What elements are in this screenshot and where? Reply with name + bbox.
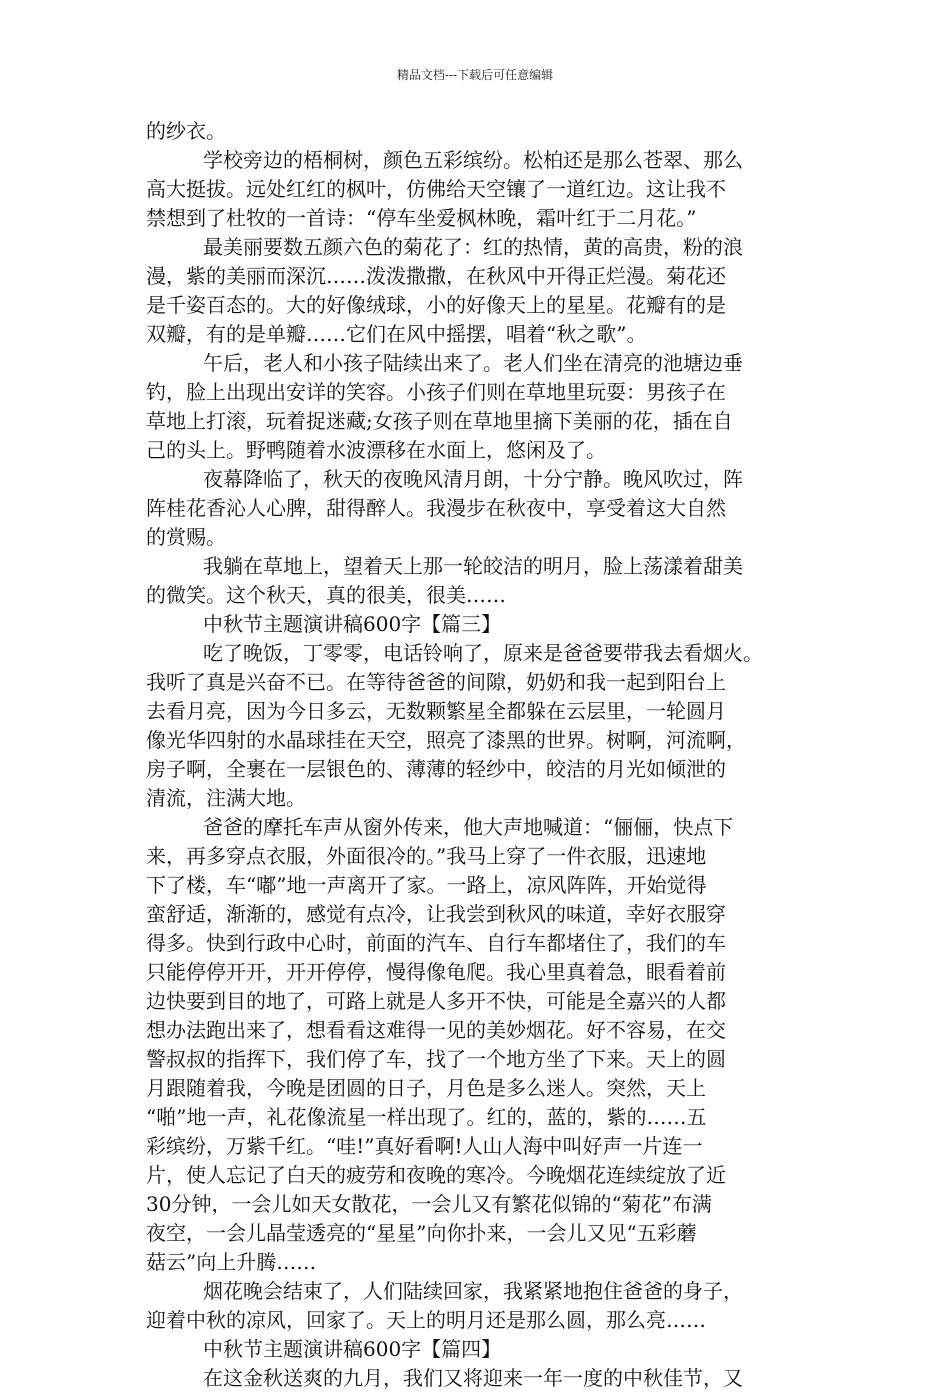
text-line: 片，使人忘记了白天的疲劳和夜晚的寒冷。今晚烟花连续绽放了近	[146, 1163, 726, 1187]
text-line: 清流，注满大地。	[146, 786, 306, 810]
text-line: 蛮舒适，渐渐的，感觉有点冷，让我尝到秋风的味道，幸好衣服穿	[146, 902, 726, 926]
text-line: 我听了真是兴奋不已。在等待爸爸的间隙，奶奶和我一起到阳台上	[146, 670, 726, 694]
text-line: 彩缤纷，万紫千红。“哇!”真好看啊!人山人海中叫好声一片连一	[146, 1134, 703, 1158]
document-body	[146, 117, 814, 1393]
text-line: 警叔叔的指挥下，我们停了车，找了一个地方坐了下来。天上的圆	[146, 1047, 726, 1071]
text-line: 只能停停开开，开开停停，慢得像龟爬。我心里真着急，眼看着前	[146, 960, 726, 984]
text-line: 禁想到了杜牧的一首诗：“停车坐爱枫林晚，霜叶红于二月花。”	[146, 206, 697, 230]
text-line: 的微笑。这个秋天，真的很美，很美……	[146, 583, 506, 607]
text-line: 迎着中秋的凉风，回家了。天上的明月还是那么圆，那么亮……	[146, 1308, 706, 1332]
text-line: 是千姿百态的。大的好像绒球，小的好像天上的星星。花瓣有的是	[146, 293, 726, 317]
text-line: 去看月亮，因为今日多云，无数颗繁星全都躲在云层里，一轮圆月	[146, 699, 726, 723]
text-line: 漫，紫的美丽而深沉……泼泼撒撒，在秋风中开得正烂漫。菊花还	[146, 264, 726, 288]
text-line: 最美丽要数五颜六色的菊花了：红的热情，黄的高贵，粉的浪	[203, 235, 743, 259]
text-line: 双瓣，有的是单瓣……它们在风中摇摆，唱着“秋之歌”。	[146, 322, 647, 346]
section-heading: 中秋节主题演讲稿600字【篇三】	[203, 612, 502, 636]
text-line: 像光华四射的水晶球挂在天空，照亮了漆黑的世界。树啊，河流啊，	[146, 728, 746, 752]
text-line: 在这金秋送爽的九月，我们又将迎来一年一度的中秋佳节，又	[203, 1366, 743, 1390]
text-line: 午后，老人和小孩子陆续出来了。老人们坐在清亮的池塘边垂	[203, 351, 743, 375]
text-line: 烟花晚会结束了，人们陆续回家，我紧紧地抱住爸爸的身子，	[203, 1279, 743, 1303]
text-line: 吃了晚饭，丁零零，电话铃响了，原来是爸爸要带我去看烟火。	[203, 641, 763, 665]
text-line: 阵桂花香沁人心脾，甜得醉人。我漫步在秋夜中，享受着这大自然	[146, 496, 726, 520]
text-line: 想办法跑出来了，想看看这难得一见的美妙烟花。好不容易，在交	[146, 1018, 726, 1042]
text-line: 来，再多穿点衣服，外面很冷的。”我马上穿了一件衣服，迅速地	[146, 844, 707, 868]
text-line: 的赏赐。	[146, 525, 226, 549]
text-line: 学校旁边的梧桐树，颜色五彩缤纷。松柏还是那么苍翠、那么	[203, 148, 743, 172]
text-line: 房子啊，全裹在一层银色的、薄薄的轻纱中，皎洁的月光如倾泄的	[146, 757, 726, 781]
text-line: 菇云”向上升腾……	[146, 1250, 317, 1274]
text-line: 边快要到目的地了，可路上就是人多开不快，可能是全嘉兴的人都	[146, 989, 726, 1013]
text-line: “啪”地一声，礼花像流星一样出现了。红的，蓝的，紫的……五	[146, 1105, 707, 1129]
text-line: 高大挺拔。远处红红的枫叶，仿佛给天空镶了一道红边。这让我不	[146, 177, 726, 201]
text-line: 夜空，一会儿晶莹透亮的“星星”向你扑来，一会儿又见“五彩蘑	[146, 1221, 697, 1245]
text-line: 30分钟，一会儿如天女散花，一会儿又有繁花似锦的“菊花”布满	[146, 1192, 712, 1216]
text-line: 己的头上。野鸭随着水波漂移在水面上，悠闲及了。	[146, 438, 606, 462]
text-line: 夜幕降临了，秋天的夜晚风清月朗，十分宁静。晚风吹过，阵	[203, 467, 743, 491]
text-line: 得多。快到行政中心时，前面的汽车、自行车都堵住了，我们的车	[146, 931, 726, 955]
text-line: 我躺在草地上，望着天上那一轮皎洁的明月，脸上荡漾着甜美	[203, 554, 743, 578]
text-line: 下了楼，车“嘟”地一声离开了家。一路上，凉风阵阵，开始觉得	[146, 873, 707, 897]
page-header: 精品文档---下载后可任意编辑	[396, 68, 554, 82]
text-line: 草地上打滚，玩着捉迷藏;女孩子则在草地里摘下美丽的花，插在自	[146, 409, 733, 433]
text-line: 钓，脸上出现出安详的笑容。小孩子们则在草地里玩耍：男孩子在	[146, 380, 726, 404]
text-line: 爸爸的摩托车声从窗外传来，他大声地喊道：“俪俪，快点下	[203, 815, 734, 839]
text-line: 月跟随着我，今晚是团圆的日子，月色是多么迷人。突然，天上	[146, 1076, 706, 1100]
section-heading: 中秋节主题演讲稿600字【篇四】	[203, 1337, 502, 1361]
text-line: 的纱衣。	[146, 119, 226, 143]
